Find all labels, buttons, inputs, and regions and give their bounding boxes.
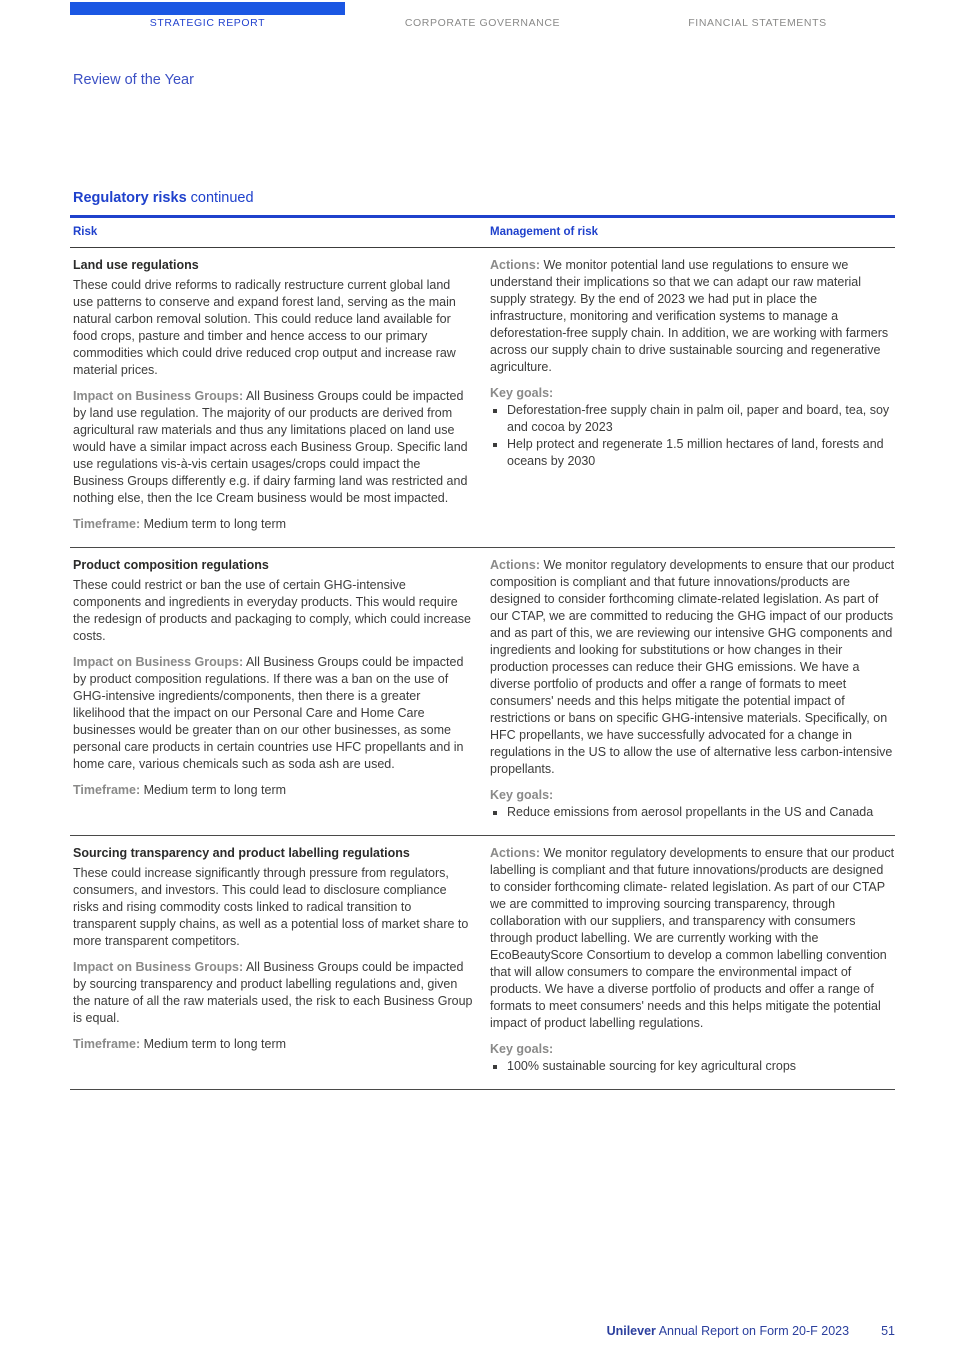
timeframe-text: Medium term to long term [140,783,287,797]
page-title [70,190,895,206]
actions [490,557,895,778]
key-goals-block [490,787,895,821]
footer-report-text: Annual Report on Form 20-F 2023 [655,1324,850,1338]
impact-label: Impact on Business Groups: [73,960,244,974]
tab-financial-statements[interactable] [620,0,895,35]
risk-cell [70,557,487,821]
management-cell [487,557,895,821]
key-goals-list [490,1058,895,1075]
actions-text: We monitor potential land use regulations to ensure we understand their implications so that we can adapt our raw material supply strategy. By the end of 2023 we had put in place the infrastructure, monitoring and verification systems to manage a deforestation-free supply chain. In addition, we are working with farmers across our supply chain to drive sustainable sourcing and regenerative agriculture. [490,258,889,374]
actions-label: Actions: [490,558,540,572]
risk-cell [70,845,487,1075]
actions-label: Actions: [490,846,540,860]
key-goals-label: Key goals: [490,386,554,400]
actions [490,257,895,376]
key-goals-list [490,804,895,821]
key-goal-item: 100% sustainable sourcing for key agricultural crops [490,1058,895,1075]
key-goals-label: Key goals: [490,788,554,802]
risk-description: These could increase significantly through pressure from regulators, consumers, and investors. This could lead to disclosure compliance risks and rising commodity costs linked to radical transition to transparent supply chains, as well as a potential loss of market share to more transparent competitors. [73,866,469,948]
actions [490,845,895,1032]
key-goals-list [490,402,895,470]
report-section-tabs [70,0,895,35]
active-tab-indicator [70,2,345,15]
key-goal-item: Reduce emissions from aerosol propellants in the US and Canada [490,804,895,821]
table-row-product-composition [70,547,895,835]
timeframe-label: Timeframe: [73,517,141,531]
tab-label: CORPORATE GOVERNANCE [404,17,561,29]
page-title-suffix: continued [186,190,254,206]
risk-impact [73,388,473,507]
breadcrumb[interactable]: Review of the Year [73,72,194,88]
risk-heading: Land use regulations [73,258,199,272]
risk-heading: Product composition regulations [73,558,269,572]
column-header-management: Management of risk [490,226,598,238]
timeframe-text: Medium term to long term [140,517,287,531]
column-header-risk: Risk [73,226,98,238]
key-goal-item: Help protect and regenerate 1.5 million hectares of land, forests and oceans by 2030 [490,436,895,470]
management-cell [487,845,895,1075]
tab-strategic-report[interactable] [70,0,345,35]
actions-text: We monitor regulatory developments to ensure that our product labelling is compliant and that future innovations/products are designed to consider forthcoming climate- related legislation. As part of our CTAP we are committed to improving sourcing transparency, through collaboration with our suppliers, and transparency with consumers through product labelling. We are currently working with the EcoBeautyScore Consortium to develop a common labelling convention that will allow consumers to compare the environmental impact of products. We have a diverse portfolio of products and offer a range of formats to meet consumers' needs and this helps mitigate the potential impact of product labelling regulations. [490,846,895,1030]
brand-name: Unilever [606,1324,656,1338]
table-row-sourcing-transparency [70,835,895,1089]
table-bottom-rule [70,1089,895,1090]
risk-cell [70,257,487,533]
timeframe-label: Timeframe: [73,783,141,797]
impact-label: Impact on Business Groups: [73,389,244,403]
key-goals-block [490,1041,895,1075]
timeframe-text: Medium term to long term [140,1037,287,1051]
risk-timeframe [73,516,473,533]
key-goals-label: Key goals: [490,1042,554,1056]
page-footer [607,1324,895,1338]
management-cell [487,257,895,533]
impact-text: All Business Groups could be impacted by sourcing transparency and product labelling regulations and, given the nature of all the raw materials used, the risk to each Business Group is equal. [73,960,473,1025]
impact-text: All Business Groups could be impacted by product composition regulations. If there was a ban on the use of GHG-intensive ingredients/components, then there is a greater likelihood that the impact on our Personal Care and Home Care businesses would be greater than on our other businesses, as some personal care products in certain countries use HFC propellants and in home care, various chemicals such as soda ash are used. [73,655,464,771]
table-row-land-use [70,248,895,547]
impact-label: Impact on Business Groups: [73,655,244,669]
risk-impact [73,654,473,773]
key-goal-item: Deforestation-free supply chain in palm oil, paper and board, tea, soy and cocoa by 2023 [490,402,895,436]
risk-timeframe [73,1036,473,1053]
risk-description: These could restrict or ban the use of certain GHG-intensive components and ingredients in everyday products. This would require the redesign of products and packaging to comply, which could increase costs. [73,578,471,643]
key-goals-block [490,385,895,470]
tab-label: FINANCIAL STATEMENTS [688,17,827,29]
actions-text: We monitor regulatory developments to ensure that our product composition is compliant and that future innovations/products are designed to consider forthcoming climate-related legislation. As part of our CTAP, we are committed to reducing the GHG impact of our products and as part of this, we are reviewing our intensive GHG components and ingredients and looking for substitutions or how changes in their production processes can reduce their GHG emissions. We have a diverse portfolio of products and offer a range of formats to meet consumers' needs and this helps mitigate the potential impact of restrictions or bans on specific GHG-intensive materials. Specifically, on HFC propellants, we have successfully advocated for a change in regulations in the US to allow the use of alternative less carbon-intensive propellants. [490,558,895,776]
timeframe-label: Timeframe: [73,1037,141,1051]
tab-label: STRATEGIC REPORT [149,17,266,29]
tab-corporate-governance[interactable] [345,0,620,35]
page-title-main: Regulatory risks [73,190,187,206]
risk-impact [73,959,473,1027]
risk-description: These could drive reforms to radically restructure current global land use patterns to conserve and expand forest land, serving as the main natural carbon removal solution. This could reduce land available for food crops, pasture and timber and hence access to our primary commodities which could drive reduced crop output and increase raw material prices. [73,278,456,377]
actions-label: Actions: [490,258,540,272]
risk-heading: Sourcing transparency and product labelling regulations [73,846,410,860]
risk-timeframe [73,782,473,799]
page-number: 51 [881,1324,895,1338]
regulatory-risks-section [70,190,895,1090]
risk-table-header [70,218,895,248]
footer-report-title [607,1324,850,1338]
impact-text: All Business Groups could be impacted by land use regulation. The majority of our products are derived from agricultural raw materials and thus any limitations placed on land use would have a similar impact across each Business Group. Specific land use regulations vis-à-vis certain usages/crops could impact the Business Groups differently e.g. if dairy farming land was restricted and nothing else, then the Ice Cream business would be most impacted. [73,389,468,505]
